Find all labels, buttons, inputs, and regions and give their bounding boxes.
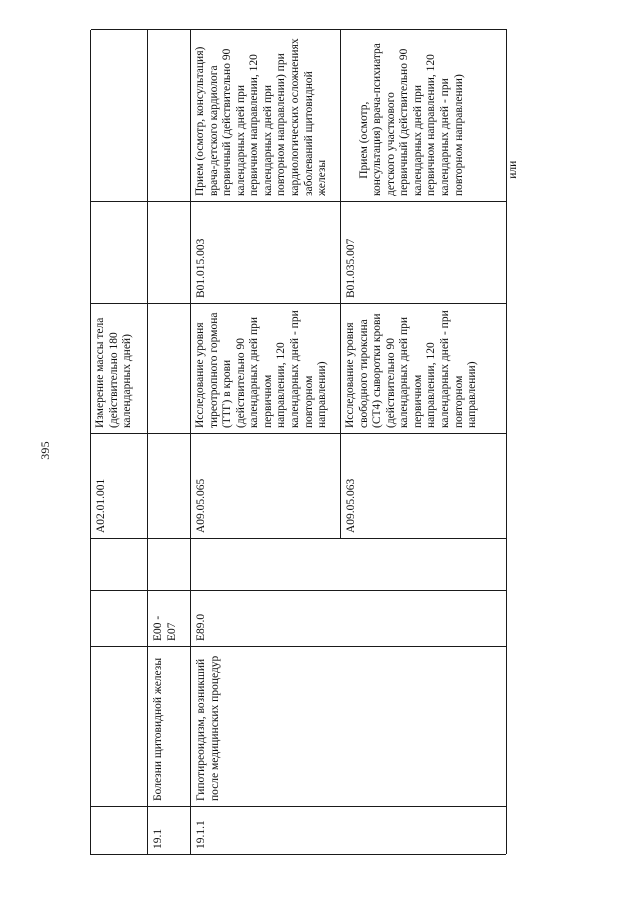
top-row-id-cell: [91, 806, 148, 854]
group-consult-text-cell: [148, 29, 191, 201]
group-icd-cell: E00 - E07: [148, 590, 191, 646]
test-code-cell-2: A09.05.063: [341, 433, 507, 538]
test-description-cell-1: Исследование уровня тиреотропного гормона (ТТГ) в крови (действительно 90 календарных дней при первичном направлении, 120 календарных дней - при повторном направлении): [191, 303, 341, 433]
top-row-icd-cell: [91, 590, 148, 646]
consult-description-cell-1: Прием (осмотр, консультация) врача-детского кардиолога первичный (действительно 90 календарных дней при первичном направлении, 120 календарных дней при повторном направлении) при кардиологических осложнениях заболеваний щитовидной железы: [191, 29, 341, 201]
diagnosis-id-cell: 19.1.1: [191, 806, 507, 854]
diagnosis-spacer-cell: [191, 538, 507, 590]
consult-code-cell-2: B01.035.007: [341, 201, 507, 303]
consult-code-cell-1: B01.015.003: [191, 201, 341, 303]
rotated-table-container: [90, 30, 519, 855]
medical-services-table: [90, 30, 519, 855]
group-name-cell: Болезни щитовидной железы: [148, 646, 191, 806]
group-spacer-cell: [148, 538, 191, 590]
page-number: 395: [37, 441, 52, 460]
diagnosis-name-cell: Гипотиреоидизм, возникший после медицинских процедур: [191, 646, 507, 806]
test-code-cell-1: A09.05.065: [191, 433, 341, 538]
test-description-cell-2: Исследование уровня свободного тироксина (СТ4) сыворотки крови (действительно 90 календарных дней при первичном направлении, 120 календарных дней - при повторном направлении): [341, 303, 507, 433]
consult-description-tail-2: или: [506, 160, 519, 179]
top-row-description-cell: Измерение массы тела (действительно 180 календарных дней): [91, 303, 148, 433]
consult-description-cell-2: [341, 29, 519, 201]
top-row-consult-text-cell: [91, 29, 148, 201]
group-description-cell: [148, 303, 191, 433]
top-row-consult-code-cell: [91, 201, 148, 303]
top-row-spacer-cell: [91, 538, 148, 590]
diagnosis-icd-cell: E89.0: [191, 590, 507, 646]
top-row-code-cell: A02.01.001: [91, 433, 148, 538]
group-code-cell: [148, 433, 191, 538]
group-consult-code-cell: [148, 201, 191, 303]
top-row-name-cell: [91, 646, 148, 806]
consult-description-text-2: Прием (осмотр, консультация) врача-психиатра детского участкового первичный (действительно 90 календарных дней при первичном направлении, 120 календарных дней - при повторном направлении): [357, 40, 465, 196]
group-id-cell: 19.1: [148, 806, 191, 854]
